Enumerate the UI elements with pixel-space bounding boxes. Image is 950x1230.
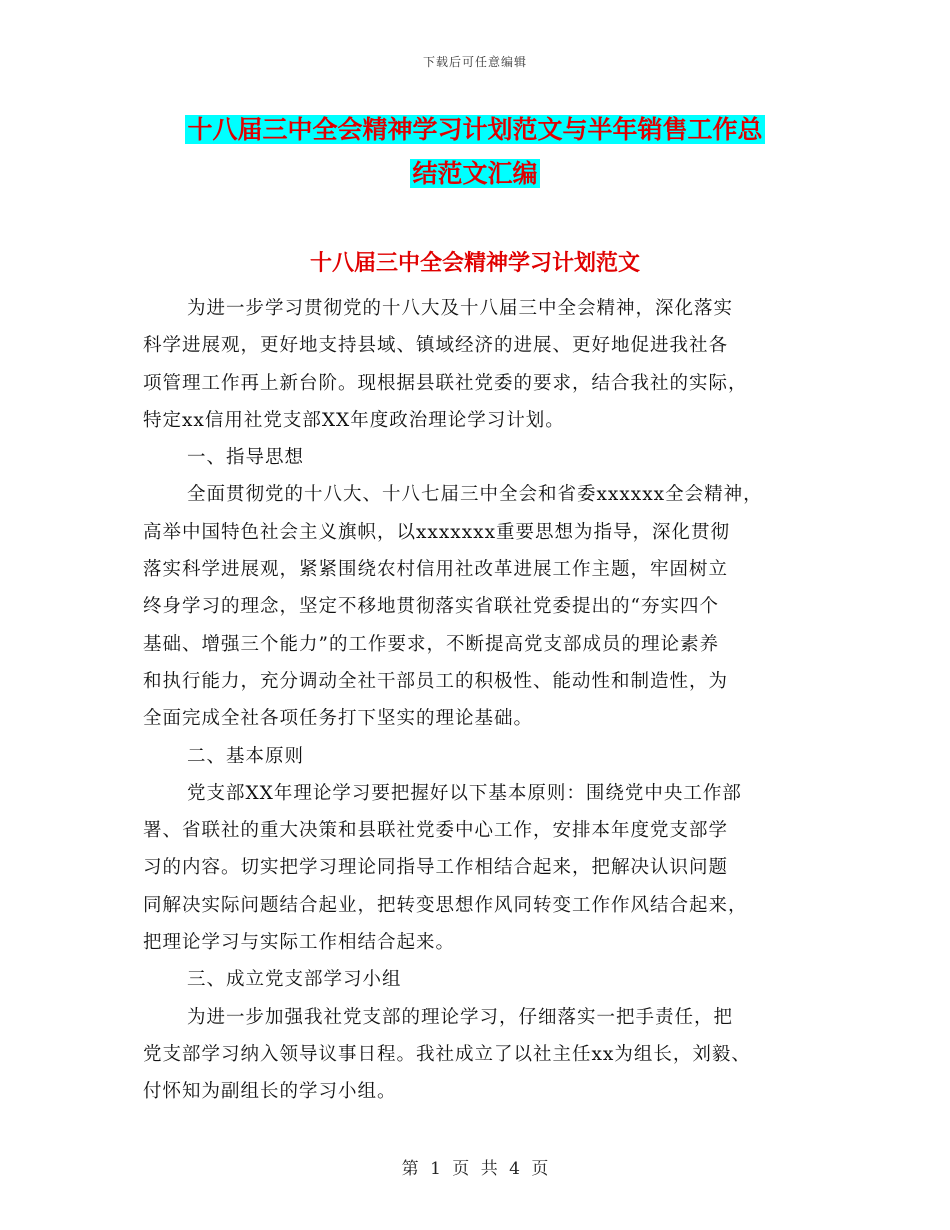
paragraph-line: 高举中国特色社会主义旗帜，以xxxxxxx重要思想为指导，深化贯彻: [143, 521, 731, 543]
section-title: 十八届三中全会精神学习计划范文: [309, 251, 640, 276]
paragraph-line: 党支部学习纳入领导议事日程。我社成立了以社主任xx为组长，刘毅、: [143, 1043, 751, 1065]
main-title-line-1: 十八届三中全会精神学习计划范文与半年销售工作总: [187, 115, 763, 144]
section-heading: 三、成立党支部学习小组: [187, 969, 402, 991]
paragraph-line: 为进一步学习贯彻党的十八大及十八届三中全会精神，深化落实: [187, 298, 734, 319]
paragraph-line: 终身学习的理念，坚定不移地贯彻落实省联社党委提出的“夯实四个: [143, 596, 719, 618]
paragraph-line: 项管理工作再上新台阶。现根据县联社党委的要求，结合我社的实际，: [143, 372, 748, 394]
paragraph-line: 署、省联社的重大决策和县联社党委中心工作，安排本年度党支部学: [143, 820, 729, 842]
paragraph-line: 为进一步加强我社党支部的理论学习，仔细落实一把手责任，把: [187, 1006, 734, 1028]
body-text: [143, 290, 811, 1111]
paragraph-line: 把理论学习与实际工作相结合起来。: [143, 932, 456, 954]
paragraph-line: 党支部XX年理论学习要把握好以下基本原则：围绕党中央工作部: [187, 782, 742, 804]
page-footer: 第 1 页 共 4 页: [401, 1159, 549, 1179]
section-heading: 二、基本原则: [187, 745, 305, 767]
paragraph-line: 特定xx信用社党支部XX年度政治理论学习计划。: [143, 409, 565, 431]
paragraph-line: 付怀知为副组长的学习小组。: [143, 1081, 397, 1103]
paragraph-line: 科学进展观，更好地支持县域、镇域经济的进展、更好地促进我社各: [143, 335, 729, 357]
paragraph-line: 基础、增强三个能力”的工作要求，不断提高党支部成员的理论素养: [143, 633, 719, 655]
section-heading: 一、指导思想: [187, 447, 305, 469]
paragraph-line: 落实科学进展观，紧紧围绕农村信用社改革进展工作主题，牢固树立: [143, 559, 729, 581]
main-title-line-2: 结范文汇编: [412, 159, 538, 188]
header-note: 下载后可任意编辑: [422, 55, 527, 69]
paragraph-line: 全面完成全社各项任务打下坚实的理论基础。: [143, 708, 534, 730]
paragraph-line: 和执行能力，充分调动全社干部员工的积极性、能动性和制造性，为: [143, 670, 729, 692]
paragraph-line: 习的内容。切实把学习理论同指导工作相结合起来，把解决认识问题: [143, 857, 729, 879]
paragraph-line: 同解决实际问题结合起业，把转变思想作风同转变工作作风结合起来，: [143, 894, 748, 916]
paragraph-line: 全面贯彻党的十八大、十八七届三中全会和省委xxxxxx全会精神，: [187, 484, 763, 506]
main-title: [0, 108, 950, 196]
